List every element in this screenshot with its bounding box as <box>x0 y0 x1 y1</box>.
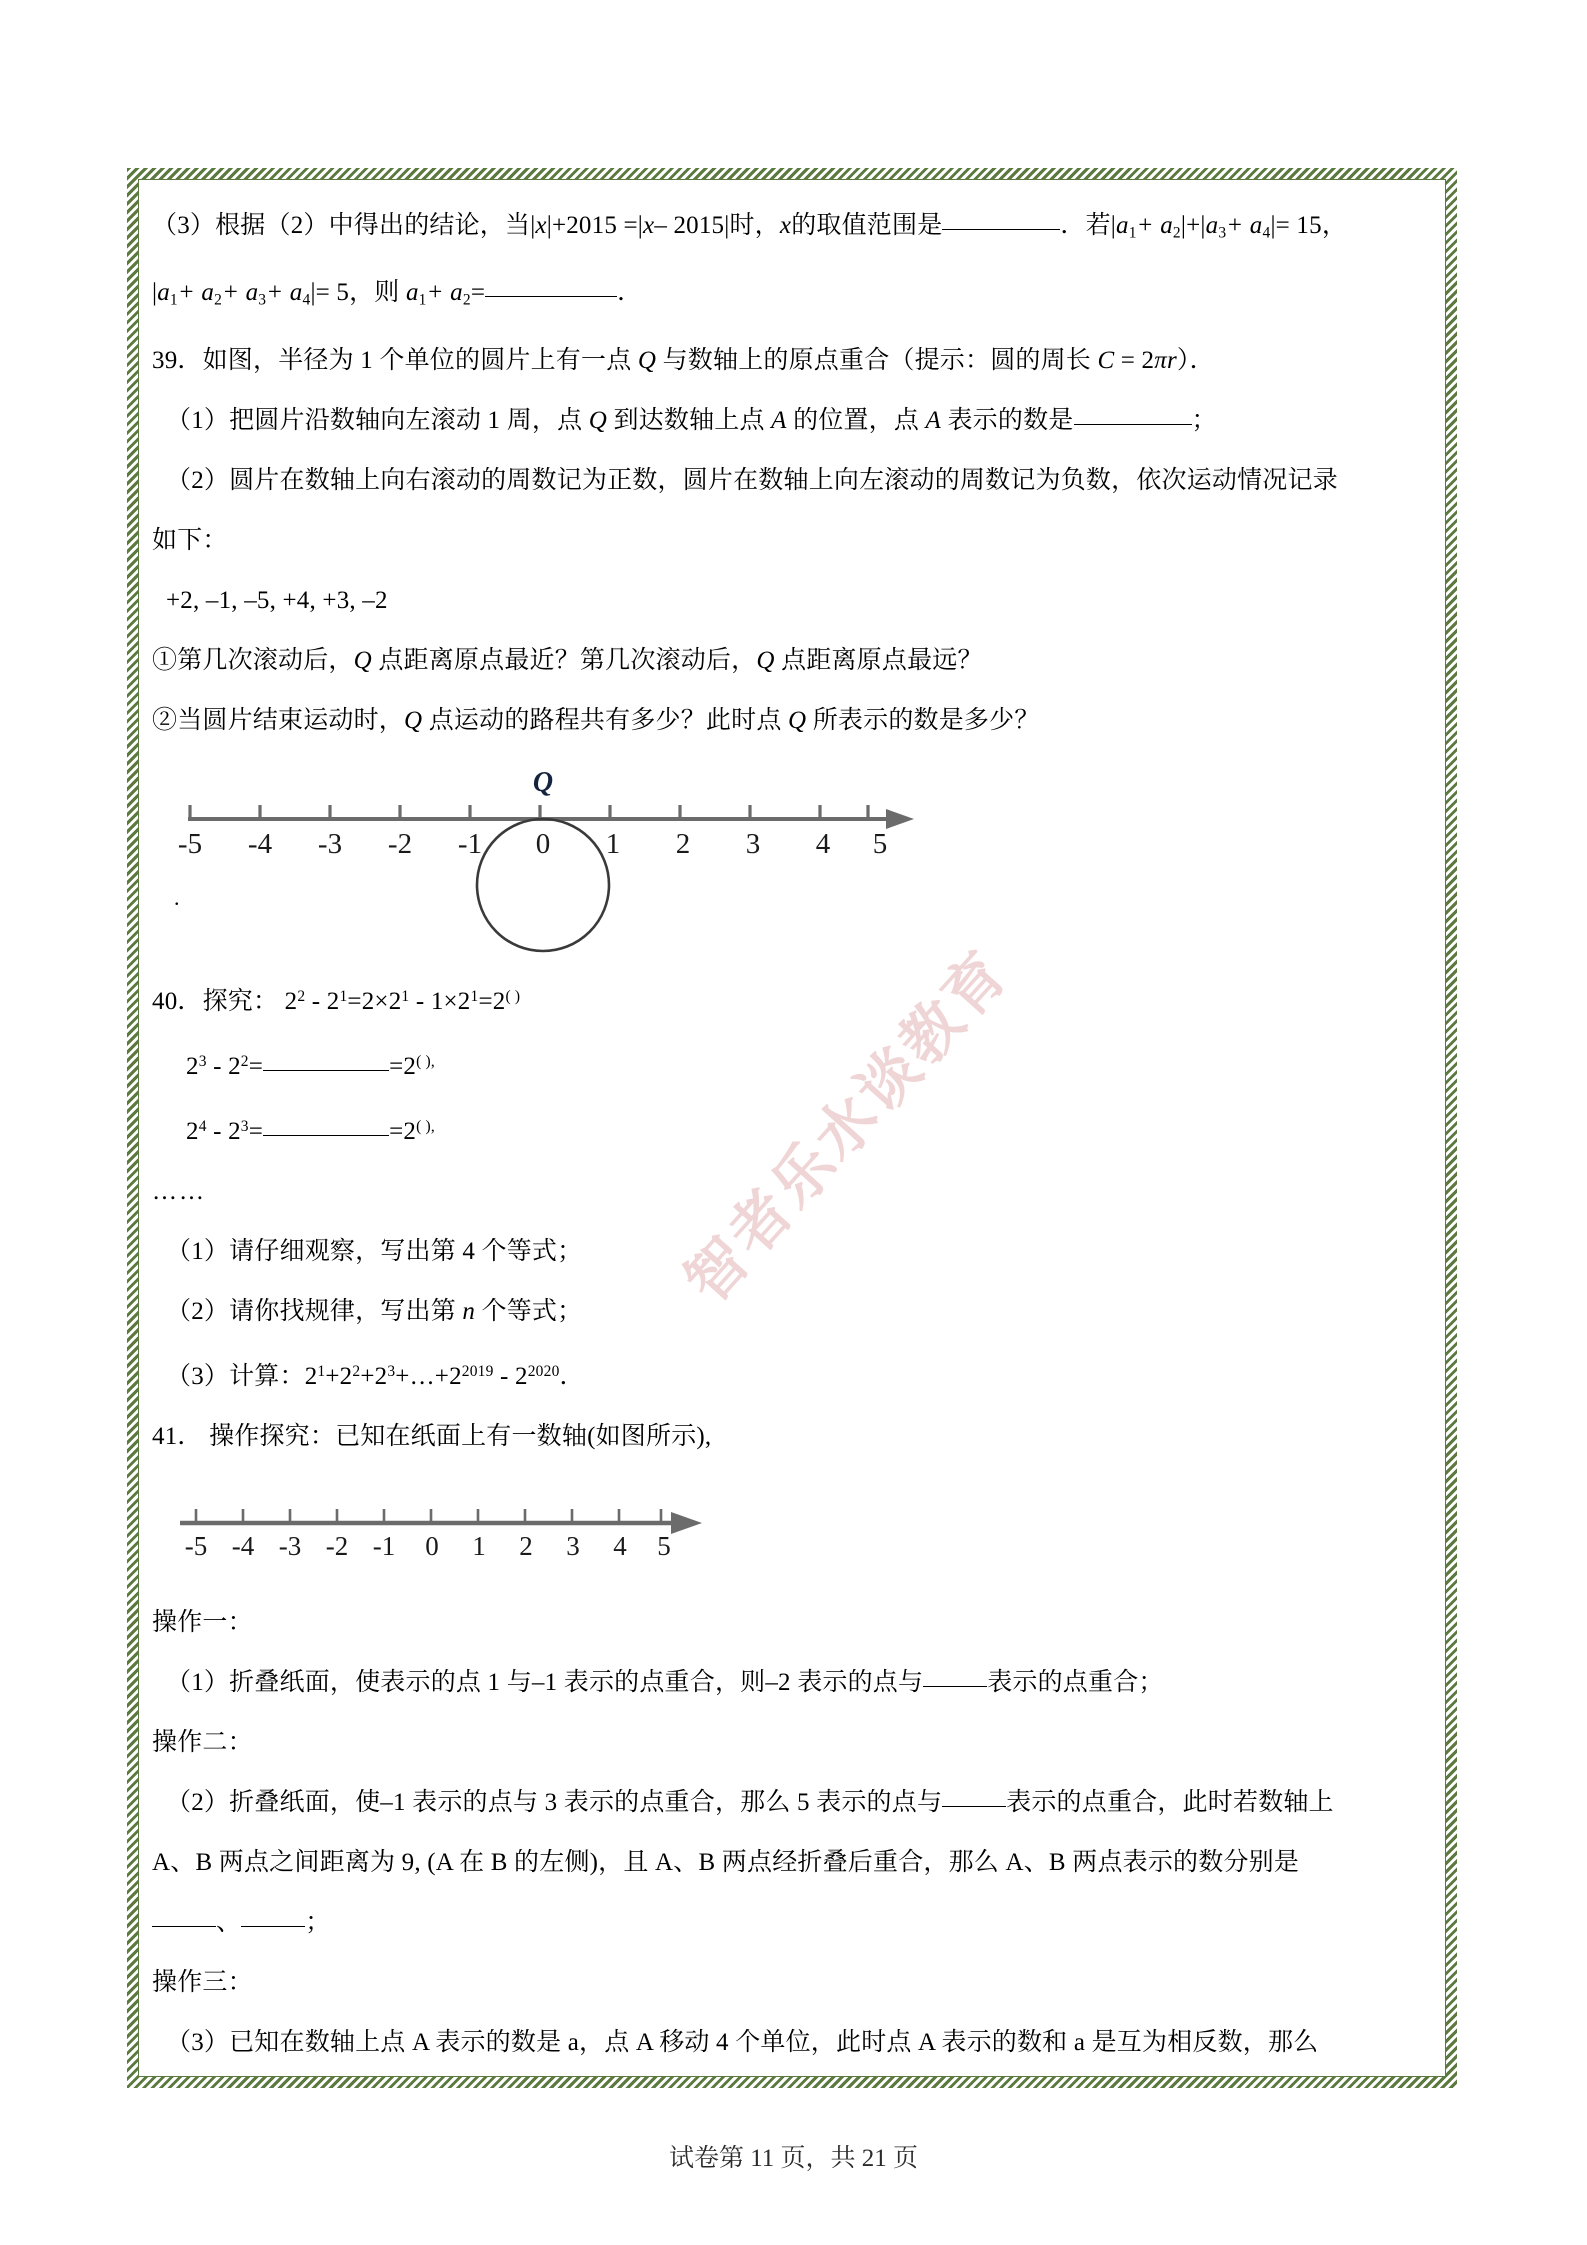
svg-text:-5: -5 <box>177 827 203 860</box>
svg-text:5: 5 <box>657 1530 671 1561</box>
q38-l2-a3: + a <box>222 279 259 307</box>
q40-item3-e1: 1 <box>317 1362 326 1380</box>
q39-item2-text: （2）圆片在数轴上向右滚动的周数记为正数，圆片在数轴上向左滚动的周数记为负数，依次运动情况记录 <box>166 466 1338 494</box>
q38-l2-a2: + a <box>177 279 215 307</box>
q41-op2-item <box>152 1773 1434 1833</box>
q41-op3-item <box>152 2013 1434 2073</box>
q41-op2-line2 <box>152 1833 1434 1893</box>
q39-item1-A2: A <box>925 406 942 434</box>
answer-blank[interactable] <box>241 1926 305 1927</box>
q39-item2 <box>152 451 1434 511</box>
q40-row1-eq: = <box>248 1052 264 1080</box>
q38-plus: + <box>1186 212 1201 239</box>
q39-item1-A: A <box>771 406 787 434</box>
svg-text:4: 4 <box>613 1530 627 1561</box>
q40-item1 <box>152 1222 1434 1282</box>
q40-row2-m: - <box>206 1117 229 1145</box>
q39-item1 <box>152 391 1434 451</box>
q41-number: 41． <box>152 1422 203 1450</box>
exam-content <box>152 196 1434 2073</box>
q40-item3-d: +…+2 <box>395 1362 462 1390</box>
watermark: 智者乐水谈教育 <box>672 937 1023 1315</box>
q38-l2-i: ． <box>617 279 643 307</box>
q39-sub2-q2: Q <box>788 706 807 734</box>
q40-row2-paren: ( ), <box>416 1117 435 1135</box>
q40-row0-tail: =2 <box>478 987 506 1015</box>
q41-op1-b: 表示的点重合； <box>987 1668 1164 1696</box>
q38-text-b: +2015 = <box>551 212 638 239</box>
q38-l2-eq5: = 5，则 <box>315 279 400 307</box>
q38-item3-line1: （3）根据（2）中得出的结论，当|x|+2015 =|x– 2015|时，x的取值范围是 ．若$|a_1+ a_2|+|a_3+ a_4|= 15$， <box>152 212 1348 242</box>
svg-text:-4: -4 <box>247 827 273 860</box>
q40-row1 <box>152 1032 1434 1097</box>
svg-text:2: 2 <box>675 827 691 860</box>
q40-item3-e5: 2020 <box>527 1362 560 1380</box>
q39-stem-e: ）． <box>1176 346 1215 374</box>
q40-row2 <box>152 1097 1434 1162</box>
q41-op2-end: ； <box>305 1908 331 1936</box>
q39-item1-c: 的位置，点 <box>793 406 920 434</box>
q39-stem-b: 与数轴上的原点重合（提示：圆的周长 <box>662 346 1091 374</box>
q38-item3-line2: $|a_1+ a_2+ a_3+ a_4|= 5$，则 $a_1+ a_2=$ ． <box>152 279 643 309</box>
answer-blank[interactable] <box>263 1135 389 1136</box>
q39-sub2-a: ②当圆片结束运动时， <box>152 706 405 734</box>
q41-op2-b: 表示的点重合，此时若数轴上 <box>1006 1788 1334 1816</box>
q39-number: 39． <box>152 346 203 374</box>
svg-text:-2: -2 <box>387 827 413 860</box>
answer-blank[interactable] <box>152 1926 216 1927</box>
q39-sequence <box>152 571 1434 631</box>
q39-item1-q: Q <box>588 406 608 434</box>
q38-l2-f: a <box>405 279 419 307</box>
svg-text:-4: -4 <box>231 1530 255 1561</box>
q40-row0-e2: 1 <box>339 987 348 1005</box>
q40-item2-a: （2）请你找规律，写出第 <box>166 1297 456 1325</box>
svg-text:3: 3 <box>745 827 761 860</box>
q39-sub2-c: 所表示的数是多少？ <box>812 706 1040 734</box>
svg-text:-2: -2 <box>325 1530 349 1561</box>
q38-a2: + a <box>1136 212 1173 239</box>
q38-var-x2: x <box>643 212 655 239</box>
q41-op3-label-text: 操作三： <box>152 1968 253 1996</box>
q40-item1-text: （1）请仔细观察，写出第 4 个等式； <box>166 1237 583 1265</box>
q40-item3-c: +2 <box>360 1362 388 1390</box>
q40-stem <box>152 967 1434 1032</box>
q40-item3-e2: 2 <box>352 1362 361 1380</box>
q40-item2-n: n <box>462 1297 476 1325</box>
q40-row1-b2: 2 <box>228 1052 241 1080</box>
q41-op2-line2-text: A、B 两点之间距离为 9, (A 在 B 的左侧)，且 A、B 两点经折叠后重合，那么 A、B 两点表示的数分别是 <box>152 1848 1300 1876</box>
q40-row0-eq1: =2×2 <box>347 987 402 1015</box>
q40-row0-e1: 2 <box>297 987 306 1005</box>
q39-item1-e: ； <box>1191 406 1217 434</box>
q40-item3-b: +2 <box>325 1362 353 1390</box>
q41-op2-sep: 、 <box>216 1908 242 1936</box>
q40-number: 40． <box>152 987 203 1015</box>
q38-eq15: = 15， <box>1275 212 1348 239</box>
answer-blank[interactable] <box>923 1686 987 1687</box>
q39-sub1 <box>152 631 1434 691</box>
q40-item2-b: 个等式； <box>481 1297 583 1325</box>
q40-row0-m2: - <box>409 987 431 1015</box>
q38-text-e: 的取值范围是 <box>791 212 943 239</box>
q40-item3-e4: 2019 <box>461 1362 494 1380</box>
q38-var-x3: x <box>779 212 792 239</box>
q40-row2-tail: =2 <box>389 1117 417 1145</box>
answer-blank[interactable] <box>485 296 617 297</box>
q39-item2-cont <box>152 511 1434 571</box>
q41-op1-a: （1）折叠纸面，使表示的点 1 与–1 表示的点重合，则–2 表示的点与 <box>166 1668 924 1696</box>
q41-op1-item <box>152 1653 1434 1713</box>
svg-text:3: 3 <box>566 1530 580 1561</box>
svg-text:1: 1 <box>472 1530 486 1561</box>
q39-sub1-q2: Q <box>756 646 775 674</box>
q39-sub1-c: 点距离原点最远？ <box>781 646 983 674</box>
q40-row2-e1: 4 <box>198 1117 207 1135</box>
q38-l2-h: = <box>470 279 486 307</box>
q38-text-c: – 2015 <box>654 212 725 239</box>
q38-text-a: （3）根据（2）中得出的结论，当 <box>152 212 531 239</box>
q39-stem-d: = 2 <box>1120 346 1155 374</box>
svg-text:0: 0 <box>535 827 551 860</box>
q40-row1-tail: =2 <box>389 1052 417 1080</box>
q39-point-q: Q <box>637 346 657 374</box>
q41-stem <box>152 1407 1434 1467</box>
q40-item3-a: （3）计算：2 <box>166 1362 318 1390</box>
q40-row1-m: - <box>206 1052 229 1080</box>
page-footer <box>0 2138 1587 2174</box>
q40-row1-paren: ( ), <box>416 1052 435 1070</box>
q41-op3-label <box>152 1953 1434 2013</box>
q40-item3-e: - 2 <box>493 1362 528 1390</box>
svg-text:2: 2 <box>519 1530 533 1561</box>
svg-text:-3: -3 <box>278 1530 302 1561</box>
q39-sub2-b: 点运动的路程共有多少？此时点 <box>428 706 782 734</box>
q41-op2-line3 <box>152 1893 1434 1953</box>
q40-row2-e2: 3 <box>240 1117 249 1135</box>
svg-text:-5: -5 <box>184 1530 208 1561</box>
q40-row0-b2: 2 <box>326 987 340 1015</box>
svg-text:Q: Q <box>532 766 554 798</box>
q40-row2-eq: = <box>248 1117 264 1145</box>
q39-stem <box>152 331 1434 391</box>
q38-l2-a4: + a <box>266 279 303 307</box>
q41-op2-a: （2）折叠纸面，使–1 表示的点与 3 表示的点重合，那么 5 表示的点与 <box>166 1788 943 1816</box>
svg-text:1: 1 <box>605 827 621 860</box>
svg-text:-3: -3 <box>317 827 343 860</box>
q40-row1-b1: 2 <box>186 1052 199 1080</box>
q39-stem-a: 如图，半径为 1 个单位的圆片上有一点 <box>202 346 632 374</box>
q39-sub1-b: 点距离原点最近？第几次滚动后， <box>378 646 757 674</box>
svg-text:4: 4 <box>815 827 831 860</box>
q40-row0-eq1e: 1 <box>401 987 410 1005</box>
q39-sub1-a: ①第几次滚动后， <box>152 646 354 674</box>
q40-row2-b2: 2 <box>228 1117 241 1145</box>
page-footer-text: 试卷第 11 页，共 21 页 <box>668 2145 919 2172</box>
q39-item2-cont-text: 如下： <box>152 526 228 554</box>
q39-sub2 <box>152 691 1434 751</box>
q41-op3-text: （3）已知在数轴上点 A 表示的数是 a，点 A 移动 4 个单位，此时点 A 表示的数和 a 是互为相反数，那么 <box>166 2028 1319 2056</box>
answer-blank[interactable] <box>942 229 1060 230</box>
q39-var-c: C <box>1097 346 1115 374</box>
q41-op2-label <box>152 1713 1434 1773</box>
q40-ellipsis <box>152 1162 1434 1222</box>
q40-ellipsis-text: …… <box>152 1177 206 1205</box>
q40-row0-paren: ( ) <box>505 987 521 1005</box>
q41-op2-label-text: 操作二： <box>152 1728 253 1756</box>
q38-a3: a <box>1205 212 1219 239</box>
q40-item3-e3: 3 <box>387 1362 396 1380</box>
q39-var-r: r <box>1166 346 1177 374</box>
q38-a1: a <box>1116 212 1129 239</box>
svg-text:5: 5 <box>872 827 888 860</box>
q39-item1-d: 表示的数是 <box>947 406 1074 434</box>
stray-dot: . <box>174 884 180 910</box>
q41-stem-text: 操作探究：已知在纸面上有一数轴(如图所示), <box>209 1422 712 1450</box>
q39-figure-number-line-with-circle <box>152 757 1434 967</box>
q40-row0-eq2: 1×2 <box>430 987 471 1015</box>
q40-row1-e2: 2 <box>240 1052 249 1070</box>
q40-item2 <box>152 1282 1434 1342</box>
q41-op1-label-text: 操作一： <box>152 1608 253 1636</box>
q41-figure-number-line <box>152 1471 1434 1591</box>
q39-item1-b: 到达数轴上点 <box>613 406 765 434</box>
q40-row0-b1: 2 <box>284 987 298 1015</box>
q40-item3 <box>152 1342 1434 1407</box>
answer-blank[interactable] <box>1074 424 1192 425</box>
q39-sub1-q: Q <box>353 646 372 674</box>
q39-item1-a: （1）把圆片沿数轴向左滚动 1 周，点 <box>166 406 583 434</box>
q39-sequence-text: +2, –1, –5, +4, +3, –2 <box>166 586 388 614</box>
answer-blank[interactable] <box>263 1070 389 1071</box>
q39-sub2-q: Q <box>404 706 423 734</box>
q40-title: 探究： <box>202 987 279 1015</box>
q40-row1-e1: 3 <box>198 1052 207 1070</box>
answer-blank[interactable] <box>942 1806 1006 1807</box>
q38-text-d: 时， <box>729 212 780 239</box>
q38-var-x: x <box>535 212 547 239</box>
q38-l2-g: + a <box>426 279 463 307</box>
svg-text:0: 0 <box>425 1530 439 1561</box>
q39-pi: π <box>1154 346 1167 374</box>
svg-text:-1: -1 <box>372 1530 396 1561</box>
q40-row0-m1: - <box>305 987 327 1015</box>
q40-row0-eq2e: 1 <box>470 987 479 1005</box>
q38-l2-a1: a <box>157 279 170 307</box>
q40-item3-f: ． <box>559 1362 585 1390</box>
q38-text-f: ．若 <box>1060 212 1111 239</box>
q38-a4: + a <box>1226 212 1263 239</box>
q40-row2-b1: 2 <box>186 1117 199 1145</box>
q41-op1-label <box>152 1593 1434 1653</box>
svg-text:-1: -1 <box>457 827 483 860</box>
